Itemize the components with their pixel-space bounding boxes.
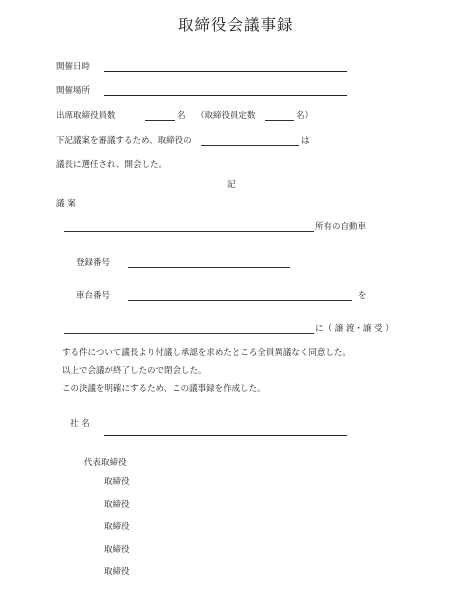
attendance-label: 出席取締役員数 (56, 111, 116, 121)
vehicle-suffix: 所有の自動車 (315, 222, 367, 232)
transferee-blank-line (64, 333, 314, 334)
transfer-suffix: に（ 譲 渡・譲 受 ） (315, 324, 394, 334)
attendance-blank-line (145, 120, 175, 121)
company-blank-line (104, 435, 347, 436)
place-blank-line (104, 95, 347, 96)
representative-director-label: 代表取締役 (84, 458, 127, 468)
chassis-suffix: を (358, 291, 367, 301)
quota-unit: 名） (296, 111, 314, 121)
quota-label: （取締役員定数 (196, 111, 256, 121)
agenda-label: 議 案 (56, 199, 76, 209)
director-label-1: 取締役 (104, 477, 130, 487)
quota-blank-line (265, 120, 294, 121)
date-blank-line (104, 71, 347, 72)
place-label: 開催場所 (56, 86, 91, 96)
chassis-blank-line (128, 300, 352, 301)
director-label-5: 取締役 (104, 567, 130, 577)
ki-heading: 記 (227, 180, 236, 190)
record-text: この決議を明確にするため、この議事録を作成した。 (62, 384, 266, 394)
approval-text: する件について議長より付議し承認を求めたところ全員異議なく同意した。 (62, 348, 351, 358)
closing-text: 以上で会議が終了したので閉会した。 (62, 366, 207, 376)
registration-blank-line (128, 267, 290, 268)
company-label: 社 名 (70, 419, 90, 429)
document-title: 取締役会議事録 (178, 16, 294, 34)
director-name-blank-line (201, 145, 299, 146)
chassis-label: 車台番号 (76, 291, 111, 301)
director-label-4: 取締役 (104, 545, 130, 555)
director-label-3: 取締役 (104, 522, 130, 532)
resolution-intro: 下記議案を審議するため、取締役の (56, 136, 192, 146)
date-label: 開催日時 (56, 62, 91, 72)
resolution-ha: は (301, 136, 310, 146)
owner-blank-line (64, 231, 314, 232)
attendance-unit: 名 (177, 111, 186, 121)
chair-elected-text: 議長に選任され、開会した。 (56, 160, 168, 170)
director-label-2: 取締役 (104, 500, 130, 510)
registration-label: 登録番号 (76, 258, 111, 268)
